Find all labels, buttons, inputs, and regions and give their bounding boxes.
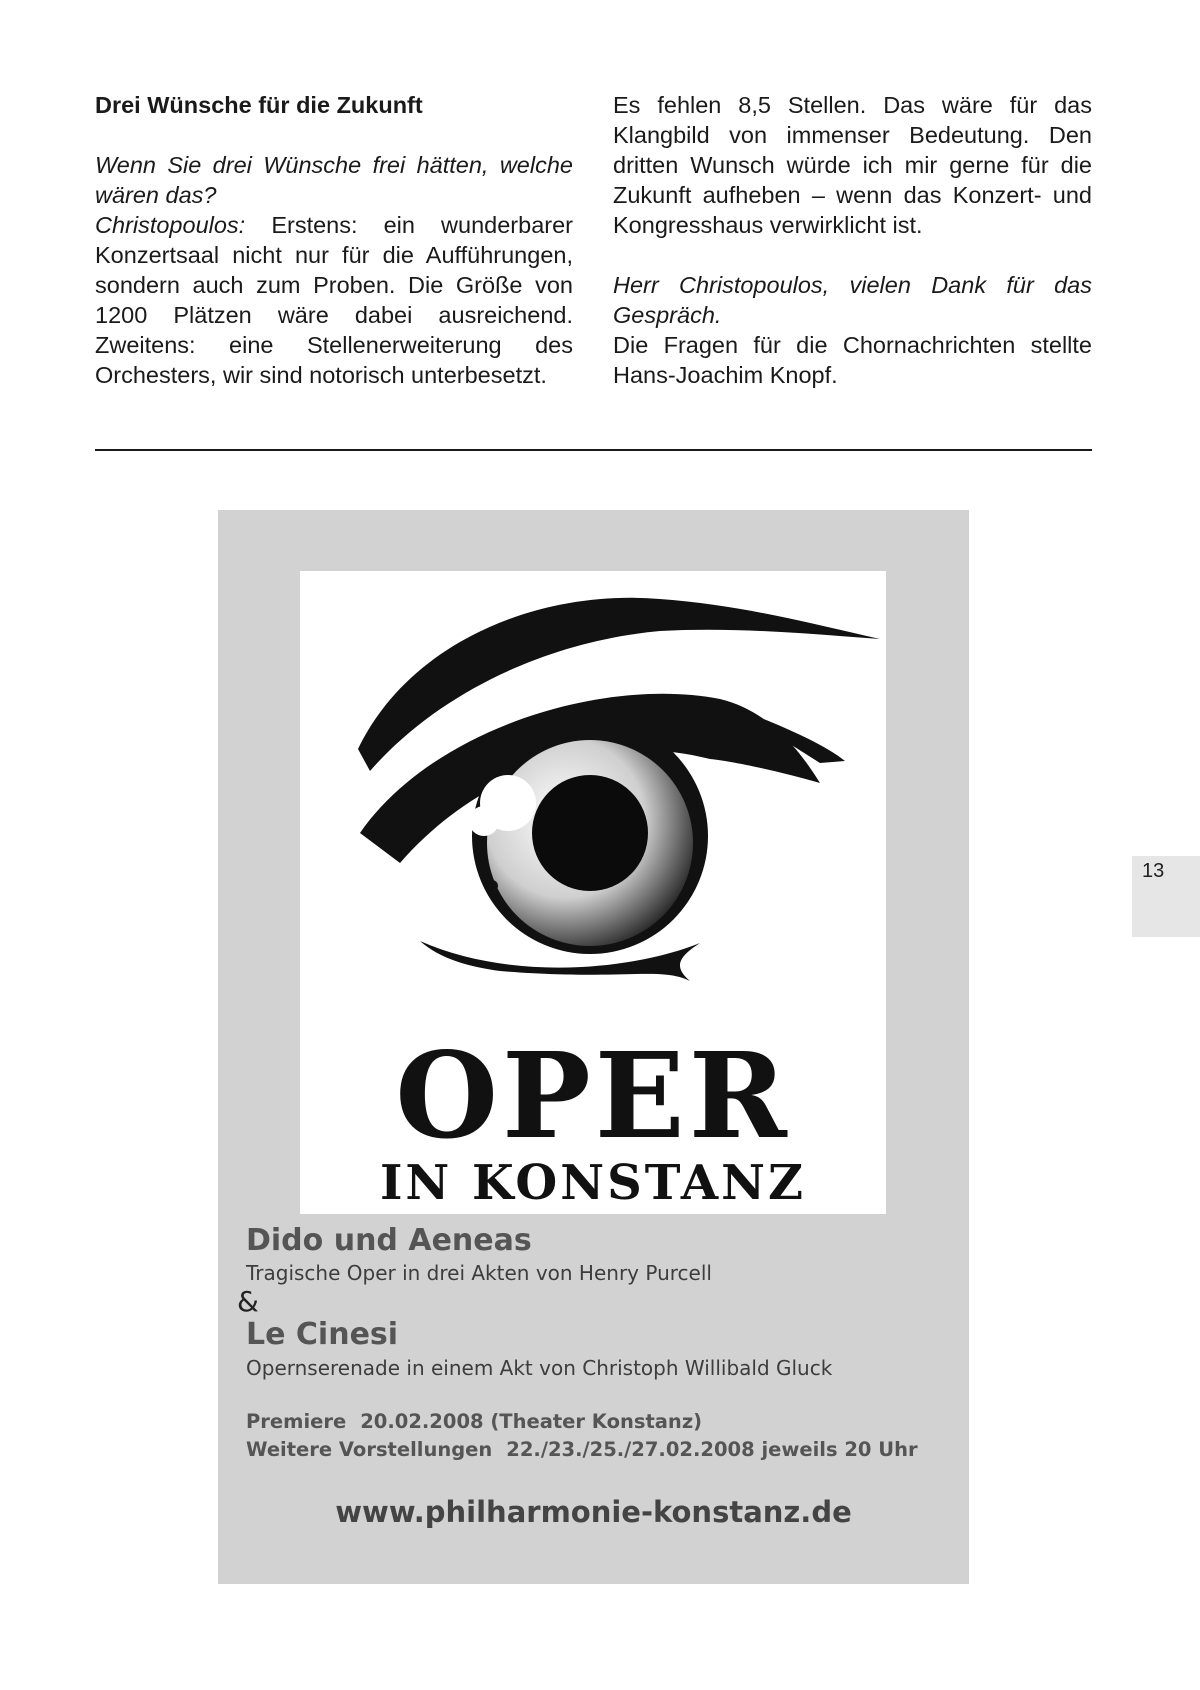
opera2-subtitle: Opernserenade in einem Akt von Christoph Willibald Gluck — [246, 1356, 833, 1380]
logo-subtitle: IN KONSTANZ — [379, 1155, 807, 1211]
article-column-left — [95, 90, 573, 390]
website-url: www.philharmonie-konstanz.de — [335, 1495, 852, 1529]
interview-question — [95, 150, 573, 210]
performances-label: Weitere Vorstellungen — [246, 1438, 493, 1461]
opera1-subtitle: Tragische Oper in drei Akten von Henry Purcell — [246, 1261, 712, 1285]
performances-value: 22./23./25./27.02.2008 jeweils 20 Uhr — [506, 1438, 918, 1461]
page-number: 13 — [1142, 860, 1165, 882]
logo-title: OPER — [395, 1026, 791, 1165]
opera-advertisement — [218, 510, 969, 1584]
interview-credit: Die Fragen für die Chornachrichten stellte Hans-Joachim Knopf. — [613, 332, 1092, 388]
answer-text-part2: Es fehlen 8,5 Stellen. Das wäre für das Klangbild von immenser Bedeutung. Den dritten Wunsch würde ich mir gerne für die Zukunft aufheben – wenn das Konzert- und Kongresshaus verwirklicht ist. — [613, 92, 1092, 238]
article-column-right — [613, 90, 1092, 390]
section-divider — [95, 449, 1092, 451]
speaker-name: Christopoulos: — [95, 212, 246, 238]
ampersand: & — [237, 1285, 259, 1318]
premiere-label: Premiere — [246, 1410, 347, 1433]
opera2-title: Le Cinesi — [246, 1317, 399, 1352]
pupil-shape — [532, 775, 648, 891]
opera1-title: Dido und Aeneas — [246, 1223, 532, 1258]
question-text: Wenn Sie drei Wünsche frei hätten, welche wären das? — [95, 152, 573, 208]
page-number-tab — [1132, 856, 1200, 937]
closing-thanks: Herr Christopoulos, vielen Dank für das Gespräch. — [613, 272, 1092, 328]
oper-in-konstanz-logo — [300, 571, 886, 1214]
performances-line — [246, 1438, 918, 1461]
answer-text-part1: Erstens: ein wunderbarer Konzertsaal nicht nur für die Aufführungen, sondern auch zum Proben. Die Größe von 1200 Plätzen wäre dabei ausreichend. Zweitens: eine Stellenerweiterung des Orchesters, wir sind notorisch unterbesetzt. — [95, 212, 573, 388]
article-heading: Drei Wünsche für die Zukunft — [95, 92, 423, 118]
interview-answer — [95, 210, 573, 390]
premiere-value: 20.02.2008 (Theater Konstanz) — [360, 1410, 703, 1433]
premiere-line — [246, 1410, 702, 1433]
